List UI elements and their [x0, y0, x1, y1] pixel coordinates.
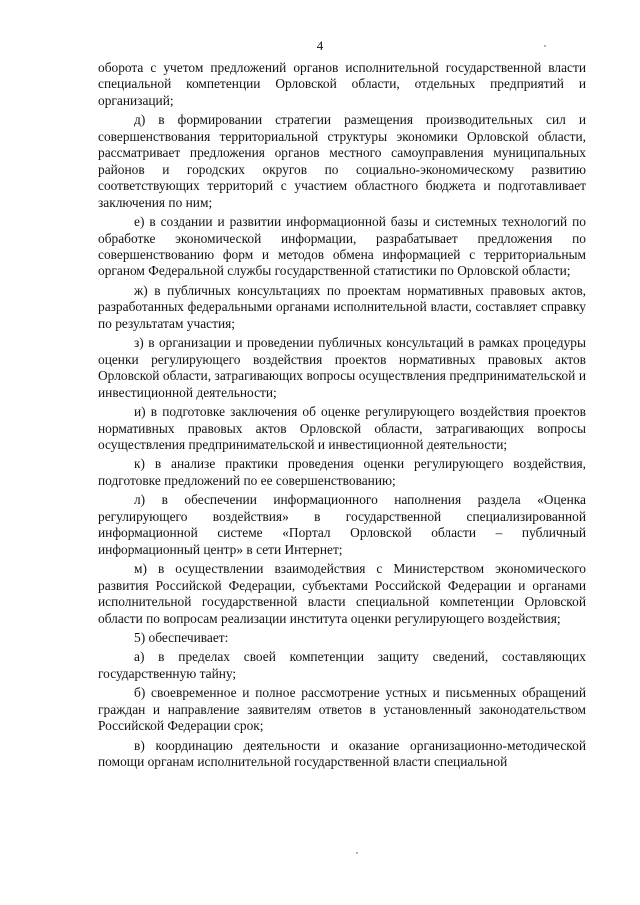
paragraph: д) в формировании стратегии размещения производительных сил и совершенствования территориальной структуры экономики Орловской области, рассматривает предложения органов местного самоуправления муниципальных районов и городских округов по социально-экономическому развитию соответствующих территорий с участием областного бюджета и подготавливает заключения по ним;: [98, 112, 586, 210]
paragraph: а) в пределах своей компетенции защиту сведений, составляющих государственную тайну;: [98, 649, 586, 681]
paragraph: и) в подготовке заключения об оценке регулирующего воздействия проектов нормативных правовых актов Орловской области, затрагивающих вопросы осуществления предпринимательской и инвестиционной деятельности;: [98, 404, 586, 452]
paragraph: ж) в публичных консультациях по проектам нормативных правовых актов, разработанных федеральными органами исполнительной власти, составляет справку по результатам участия;: [98, 282, 586, 331]
scan-speck: [356, 852, 358, 854]
paragraph: в) координацию деятельности и оказание организационно-методической помощи органам исполнительной государственной власти специальной: [98, 737, 586, 770]
paragraph: оборота с учетом предложений органов исполнительной государственной власти специальной компетенции Орловской области, отдельных предприятий и организаций;: [98, 60, 586, 108]
paragraph: 5) обеспечивает:: [134, 629, 229, 645]
paragraph: л) в обеспечении информационного наполнения раздела «Оценка регулирующего воздействия» в государственной специализированной информационной системе «Портал Орловской области – публичный информационный центр» в сети Интернет;: [98, 492, 586, 557]
paragraph: м) в осуществлении взаимодействия с Министерством экономического развития Российской Федерации, субъектами Российской Федерации и органами исполнительной государственной власти специальной компетенции Орловской области по вопросам реализации института оценки регулирующего воздействия;: [98, 561, 586, 626]
paragraph: к) в анализе практики проведения оценки регулирующего воздействия, подготовке предложений по ее совершенствованию;: [98, 456, 586, 488]
paragraph: б) своевременное и полное рассмотрение устных и письменных обращений граждан и направление заявителям ответов в установленный законодательством Российской Федерации срок;: [98, 685, 586, 734]
document-body: [98, 60, 586, 774]
page-number: 4: [316, 38, 324, 53]
scan-speck: [544, 45, 546, 47]
paragraph: е) в создании и развитии информационной базы и системных технологий по обработке экономической информации, разрабатывает предложения по совершенствованию форм и методов обмена информацией с территориальным органом Федеральной службы государственной статистики по Орловской области;: [98, 214, 586, 279]
paragraph: з) в организации и проведении публичных консультаций в рамках процедуры оценки регулирующего воздействия проектов нормативных правовых актов Орловской области, затрагивающих вопросы осуществления предпринимательской и инвестиционной деятельности;: [98, 335, 586, 400]
